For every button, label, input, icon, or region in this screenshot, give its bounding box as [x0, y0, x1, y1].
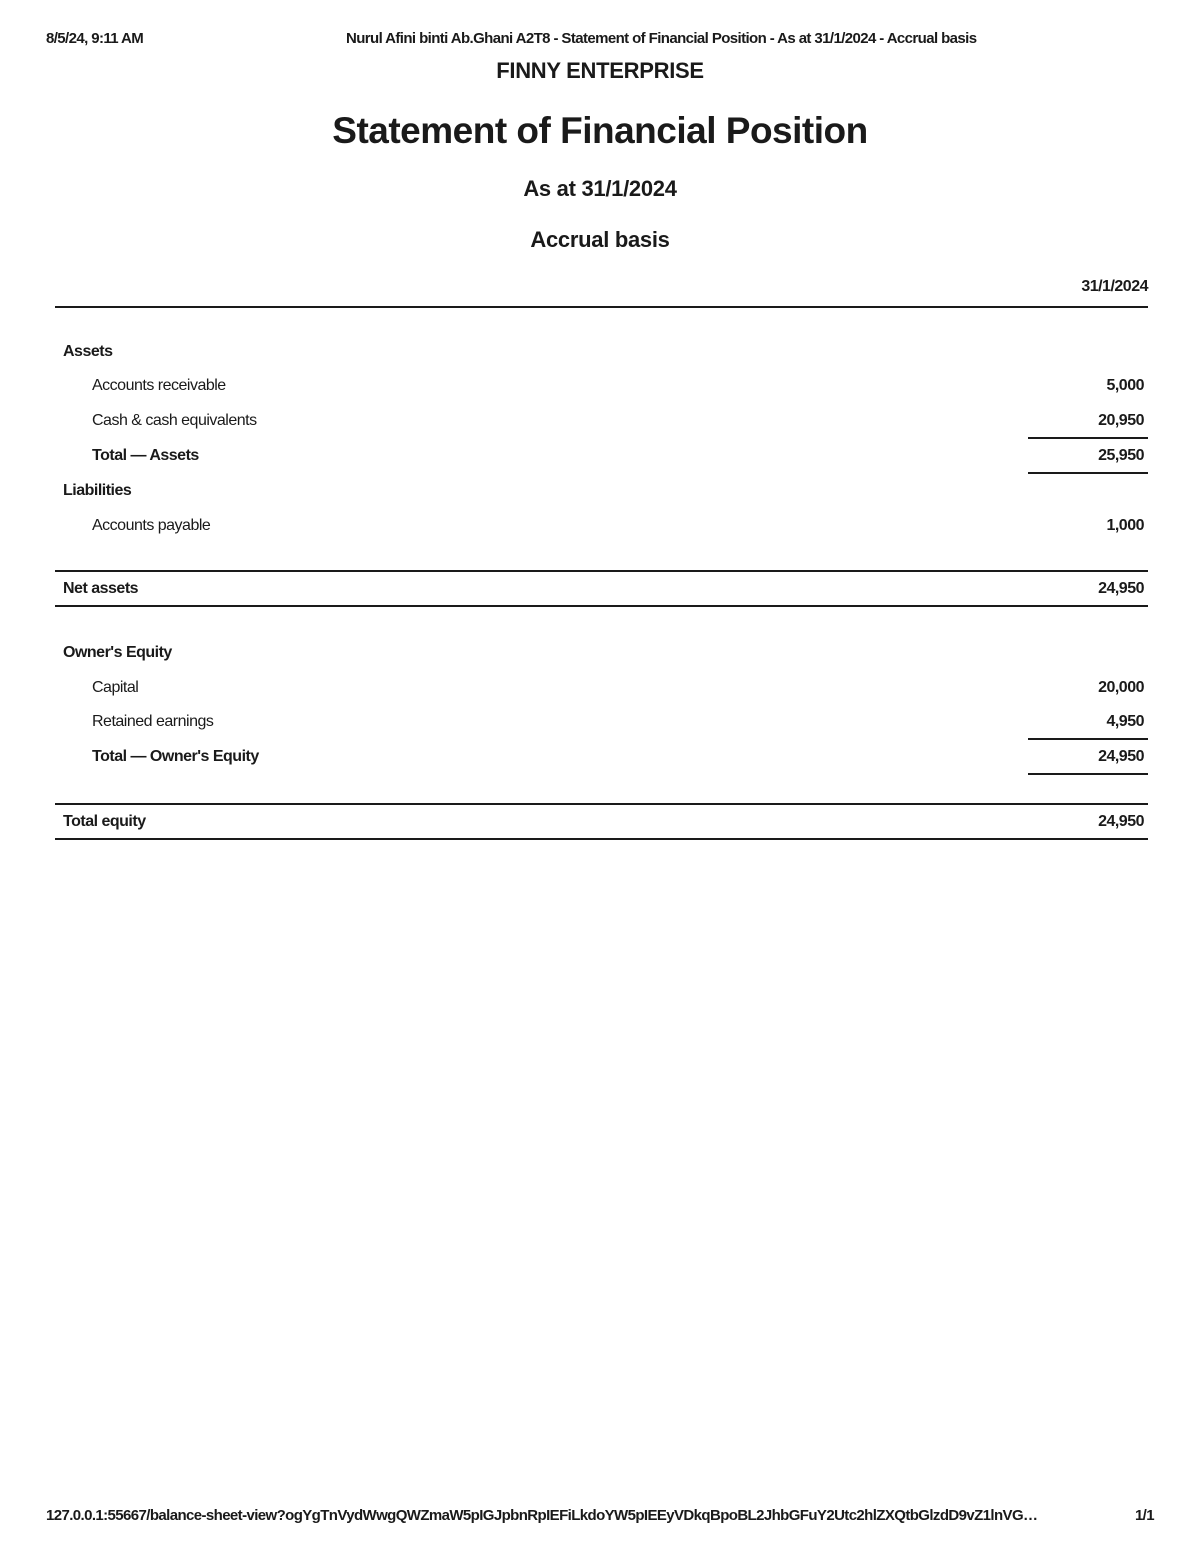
- section-label: Owner's Equity: [63, 644, 172, 661]
- net-assets-top-rule: [55, 570, 1148, 572]
- company-name: FINNY ENTERPRISE: [496, 58, 704, 83]
- net-assets-amount: 24,950: [1098, 580, 1144, 597]
- total-equity-bottom-rule: [55, 838, 1148, 840]
- print-date: 8/5/24, 9:11 AM: [46, 30, 144, 47]
- print-document-title: Nurul Afini binti Ab.Ghani A2T8 - Statement of Financial Position - As at 31/1/2024 - Accrual basis: [346, 30, 977, 47]
- line-item-amount: 1,000: [1106, 517, 1144, 534]
- line-item: [55, 713, 1148, 737]
- report-title: Statement of Financial Position: [332, 110, 868, 151]
- section-heading-equity: [55, 644, 1148, 668]
- total-equity-section-row: [55, 748, 1148, 772]
- total-amount: 24,950: [1098, 748, 1144, 765]
- total-equity-label: Total equity: [63, 813, 146, 830]
- line-item-label: Accounts receivable: [92, 377, 226, 394]
- line-item: [55, 517, 1148, 541]
- line-item-amount: 5,000: [1106, 377, 1144, 394]
- total-label: Total — Owner's Equity: [92, 748, 259, 765]
- total-rule: [1028, 472, 1148, 474]
- total-label: Total — Assets: [92, 447, 199, 464]
- line-item-label: Capital: [92, 679, 139, 696]
- total-equity-row: [55, 813, 1148, 837]
- section-label: Assets: [63, 343, 113, 360]
- report-as-at: As at 31/1/2024: [523, 176, 677, 201]
- section-heading-liabilities: [55, 482, 1148, 506]
- total-rule: [1028, 773, 1148, 775]
- line-item-label: Retained earnings: [92, 713, 214, 730]
- total-equity-top-rule: [55, 803, 1148, 805]
- net-assets-row: [55, 580, 1148, 604]
- line-item-label: Cash & cash equivalents: [92, 412, 257, 429]
- line-item-amount: 4,950: [1106, 713, 1144, 730]
- line-item: [55, 377, 1148, 401]
- print-header: [46, 30, 1154, 50]
- line-item: [55, 412, 1148, 436]
- footer-page-number: 1/1: [1134, 1507, 1154, 1524]
- line-item: [55, 679, 1148, 703]
- total-equity-amount: 24,950: [1098, 813, 1144, 830]
- section-heading-assets: [55, 343, 1148, 367]
- net-assets-bottom-rule: [55, 605, 1148, 607]
- footer-url: 127.0.0.1:55667/balance-sheet-view?ogYgTnVydWwgQWZmaW5pIGJpbnRpIEFiLkdoYW5pIEEyVDkqBpoBL2JhbGFuY2Utc2hlZXQtbGlzdD9vZ1lnVG…: [46, 1507, 1038, 1524]
- header-rule: [55, 306, 1148, 308]
- net-assets-label: Net assets: [63, 580, 139, 597]
- section-label: Liabilities: [63, 482, 132, 499]
- column-header-date: 31/1/2024: [1081, 278, 1148, 295]
- line-item-amount: 20,000: [1098, 679, 1144, 696]
- total-assets-row: [55, 447, 1148, 471]
- line-item-label: Accounts payable: [92, 517, 211, 534]
- total-amount: 25,950: [1098, 447, 1144, 464]
- subtotal-rule: [1028, 437, 1148, 439]
- subtotal-rule: [1028, 738, 1148, 740]
- report-basis: Accrual basis: [530, 227, 670, 252]
- line-item-amount: 20,950: [1098, 412, 1144, 429]
